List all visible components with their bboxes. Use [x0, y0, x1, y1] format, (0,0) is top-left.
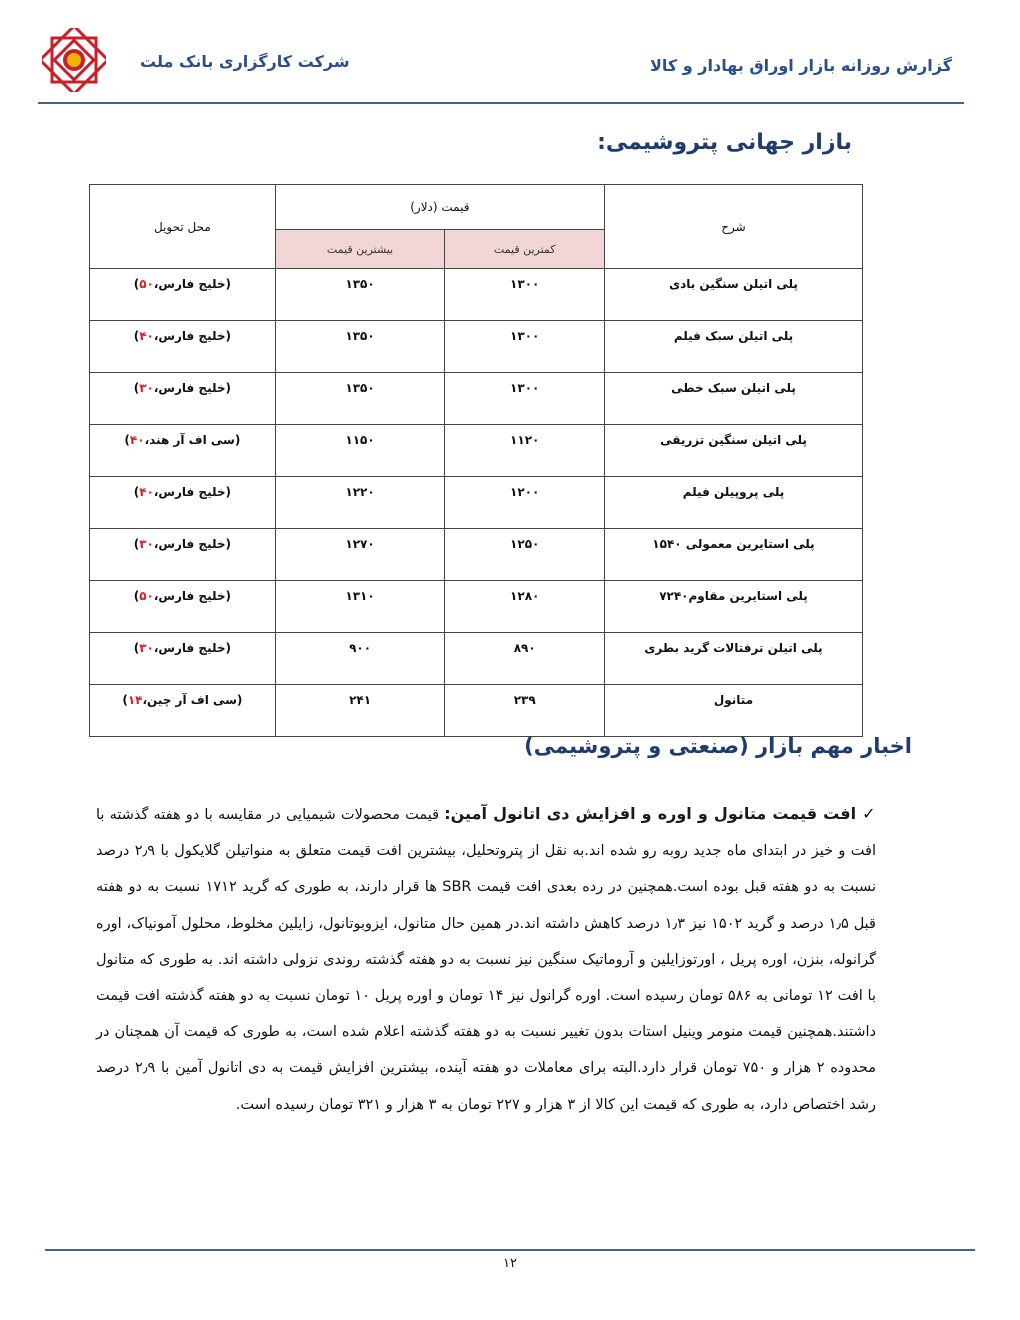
cell-description: پلی اتیلن سبک فیلم: [605, 321, 863, 373]
delivery-close: ): [133, 381, 140, 395]
cell-description: پلی اتیلن ترفتالات گرید بطری: [605, 633, 863, 685]
delivery-number: ۳۰: [139, 537, 154, 551]
delivery-close: ): [124, 433, 130, 447]
delivery-number: ۵۰: [139, 277, 154, 291]
col-header-max: بیشترین قیمت: [275, 230, 445, 269]
table-row: [90, 685, 863, 737]
table-row: [90, 321, 863, 373]
header-rule: [38, 102, 964, 104]
section-title-market-news: اخبار مهم بازار (صنعتی و پتروشیمی): [524, 734, 912, 758]
cell-delivery: [90, 269, 276, 321]
cell-min-price: ۲۳۹: [445, 685, 605, 737]
price-table: [89, 184, 863, 737]
delivery-location: (خلیج فارس،: [153, 485, 232, 499]
cell-min-price: ۸۹۰: [445, 633, 605, 685]
cell-max-price: ۱۳۱۰: [275, 581, 445, 633]
cell-description: پلی استایرین مقاوم۷۲۴۰: [605, 581, 863, 633]
cell-delivery: [90, 685, 276, 737]
company-name: شرکت کارگزاری بانک ملت: [140, 52, 350, 71]
cell-description: پلی اتیلن سنگین بادی: [605, 269, 863, 321]
page-number: ۱۲: [503, 1256, 517, 1271]
cell-description: پلی استایرین معمولی ۱۵۴۰: [605, 529, 863, 581]
news-lead: افت قیمت متانول و اوره و افزایش دی اتانول آمین:: [444, 804, 857, 823]
cell-max-price: ۱۱۵۰: [275, 425, 445, 477]
delivery-location: (خلیج فارس،: [153, 589, 232, 603]
delivery-number: ۱۴: [127, 693, 143, 707]
delivery-number: ۴۰: [139, 329, 154, 343]
delivery-location: (خلیج فارس،: [153, 277, 232, 291]
cell-min-price: ۱۳۰۰: [445, 269, 605, 321]
table-row: [90, 373, 863, 425]
cell-max-price: ۱۳۵۰: [275, 269, 445, 321]
col-header-description: شرح: [605, 185, 863, 269]
delivery-close: ): [133, 277, 140, 291]
cell-delivery: [90, 529, 276, 581]
news-paragraph: [96, 796, 876, 1123]
cell-max-price: ۱۳۵۰: [275, 373, 445, 425]
cell-delivery: [90, 425, 276, 477]
cell-delivery: [90, 321, 276, 373]
cell-max-price: ۲۴۱: [275, 685, 445, 737]
delivery-number: ۳۰: [139, 381, 154, 395]
col-header-min: کمترین قیمت: [445, 230, 605, 269]
table-row: [90, 425, 863, 477]
table-row: [90, 581, 863, 633]
cell-min-price: ۱۲۰۰: [445, 477, 605, 529]
cell-max-price: ۱۲۲۰: [275, 477, 445, 529]
delivery-number: ۴۰: [129, 433, 145, 447]
col-header-delivery: محل تحویل: [90, 185, 276, 269]
delivery-close: ): [133, 485, 140, 499]
news-body: قیمت محصولات شیمیایی در مقایسه با دو هفته گذشته با افت و خیز در ابتدای ماه جدید روبه رو شده اند.به نقل از پتروتحلیل، بیشترین افت قیمت متعلق به منواتیلن گلایکول با ۲٫۹ درصد نسبت به دو هفته قبل بوده است.همچنین در رده بعدی افت قیمت SBR ها قرار دارند، به طوری که گرید ۱۷۱۲ نسبت به دو هفته قبل ۱٫۵ درصد و گرید ۱۵۰۲ نیز ۱٫۳ درصد کاهش داشته اند.در همین حال متانول، ایزوبوتانول، زایلین مخلوط، محلول آمونیاک، اوره گرانوله، بنزن، اوره پریل ، اورتوزایلین و آروماتیک سنگین نیز نسبت به دو هفته گذشته روندی نزولی داشته اند. به طوری که متانول با افت ۱۲ تومانی به ۵۸۶ تومان رسیده است. اوره گرانول نیز ۱۴ تومان و اوره پریل ۱۰ تومان نسبت به دو هفته گذشته افت قیمت داشتند.همچنین قیمت منومر وینیل استات بدون تغییر نسبت به دو هفته گذشته اعلام شده است، به طوری که قیمت آن همچنان در محدوده ۲ هزار و ۷۵۰ تومان قرار دارد.البته برای معاملات دو هفته آینده، بیشترین افزایش قیمت به دی اتانول آمین با ۲٫۹ درصد رشد اختصاص دارد، به طوری که قیمت این کالا از ۳ هزار و ۲۲۷ تومان به ۳ هزار و ۳۲۱ تومان رسیده است.: [96, 807, 877, 1113]
cell-max-price: ۱۳۵۰: [275, 321, 445, 373]
delivery-location: (سی اف آر چین،: [142, 693, 243, 707]
delivery-number: ۵۰: [139, 589, 154, 603]
page-header: [0, 0, 1020, 110]
delivery-number: ۴۰: [139, 485, 154, 499]
cell-delivery: [90, 373, 276, 425]
section-title-global-petrochemical: بازار جهانی پتروشیمی:: [597, 130, 852, 155]
cell-max-price: ۱۲۷۰: [275, 529, 445, 581]
checkmark-icon: ✓: [862, 804, 876, 823]
cell-max-price: ۹۰۰: [275, 633, 445, 685]
cell-description: پلی اتیلن سنگین تزریقی: [605, 425, 863, 477]
cell-min-price: ۱۲۵۰: [445, 529, 605, 581]
footer-rule: [45, 1249, 975, 1251]
delivery-location: (خلیج فارس،: [153, 641, 232, 655]
cell-delivery: [90, 581, 276, 633]
cell-delivery: [90, 633, 276, 685]
delivery-location: (خلیج فارس،: [153, 329, 232, 343]
cell-description: پلی پروپیلن فیلم: [605, 477, 863, 529]
delivery-close: ): [133, 589, 140, 603]
table-row: [90, 269, 863, 321]
delivery-location: (سی اف آر هند،: [144, 433, 241, 447]
table-row: [90, 633, 863, 685]
table-row: [90, 477, 863, 529]
delivery-close: ): [133, 641, 140, 655]
cell-min-price: ۱۳۰۰: [445, 373, 605, 425]
cell-description: پلی اتیلن سبک خطی: [605, 373, 863, 425]
cell-min-price: ۱۱۲۰: [445, 425, 605, 477]
delivery-number: ۳۰: [139, 641, 154, 655]
table-row: [90, 529, 863, 581]
delivery-location: (خلیج فارس،: [153, 381, 232, 395]
cell-description: متانول: [605, 685, 863, 737]
cell-min-price: ۱۲۸۰: [445, 581, 605, 633]
delivery-close: ): [133, 537, 140, 551]
delivery-location: (خلیج فارس،: [153, 537, 232, 551]
cell-delivery: [90, 477, 276, 529]
report-title: گزارش روزانه بازار اوراق بهادار و کالا: [649, 56, 952, 75]
cell-min-price: ۱۳۰۰: [445, 321, 605, 373]
bank-mellat-logo-icon: [42, 28, 106, 92]
col-header-price-group: قیمت (دلار): [275, 185, 604, 230]
delivery-close: ): [133, 329, 140, 343]
delivery-close: ): [122, 693, 128, 707]
